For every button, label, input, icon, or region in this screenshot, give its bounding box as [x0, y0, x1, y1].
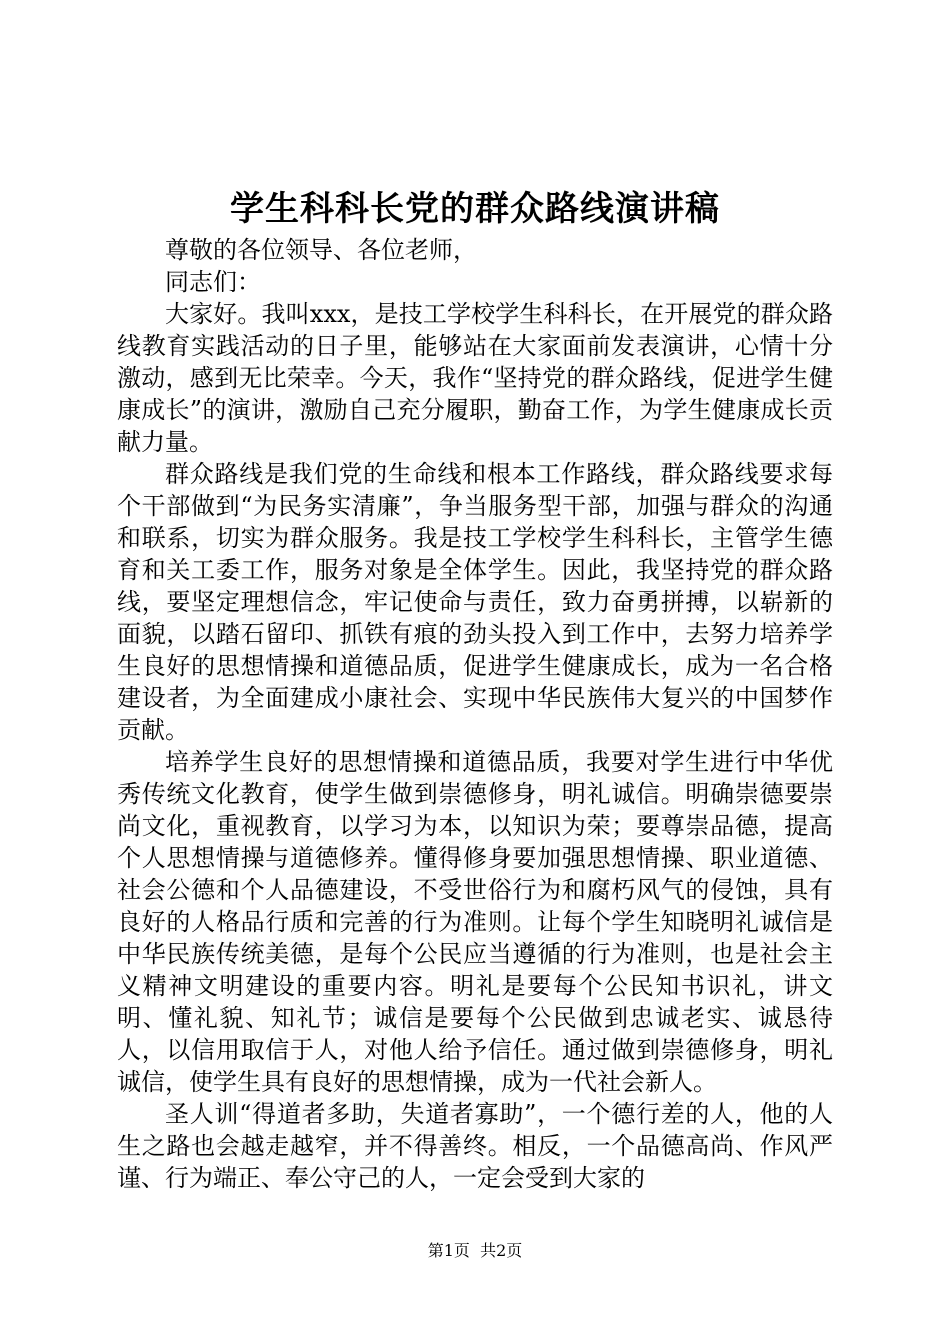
- document-body: [117, 234, 833, 1194]
- salutation-line: 尊敬的各位领导、各位老师，: [165, 236, 477, 264]
- body-paragraph: 群众路线是我们党的生命线和根本工作路线，群众路线要求每个干部做到“为民务实清廉”，争当服务型干部，加强与群众的沟通和联系，切实为群众服务。我是技工学校学生科科长，主管学生德育和关工委工作，服务对象是全体学生。因此，我坚持党的群众路线，要坚定理想信念，牢记使命与责任，致力奋勇拼搏，以崭新的面貌，以踏石留印、抓铁有痕的劲头投入到工作中，去努力培养学生良好的思想情操和道德品质，促进学生健康成长，成为一名合格建设者，为全面建成小康社会、实现中华民族伟大复兴的中国梦作贡献。: [117, 460, 833, 744]
- body-paragraph: 大家好。我叫xxx，是技工学校学生科科长，在开展党的群众路线教育实践活动的日子里，能够站在大家面前发表演讲，心情十分激动，感到无比荣幸。今天，我作“坚持党的群众路线，促进学生健康成长”的演讲，激励自己充分履职，勤奋工作，为学生健康成长贡献力量。: [117, 300, 833, 456]
- page-number-label: 第1页 共2页: [427, 1241, 523, 1260]
- body-paragraph: 圣人训“得道者多助，失道者寡助”，一个德行差的人，他的人生之路也会越走越窄，并不得善终。相反，一个品德高尚、作风严谨、行为端正、奉公守己的人，一定会受到大家的: [117, 1100, 833, 1192]
- page-footer: [0, 1241, 950, 1261]
- salutation-line: 同志们：: [165, 268, 261, 296]
- document-title: 学生科科长党的群众路线演讲稿: [230, 189, 720, 229]
- body-paragraph: 培养学生良好的思想情操和道德品质，我要对学生进行中华优秀传统文化教育，使学生做到崇德修身，明礼诚信。明确崇德要崇尚文化，重视教育，以学习为本，以知识为荣；要尊崇品德，提高个人思想情操与道德修养。懂得修身要加强思想情操、职业道德、社会公德和个人品德建设，不受世俗行为和腐朽风气的侵蚀，具有良好的人格品行质和完善的行为准则。让每个学生知晓明礼诚信是中华民族传统美德，是每个公民应当遵循的行为准则，也是社会主义精神文明建设的重要内容。明礼是要每个公民知书识礼，讲文明、懂礼貌、知礼节；诚信是要每个公民做到忠诚老实、诚恳待人，以信用取信于人，对他人给予信任。通过做到崇德修身，明礼诚信，使学生具有良好的思想情操，成为一代社会新人。: [117, 748, 833, 1096]
